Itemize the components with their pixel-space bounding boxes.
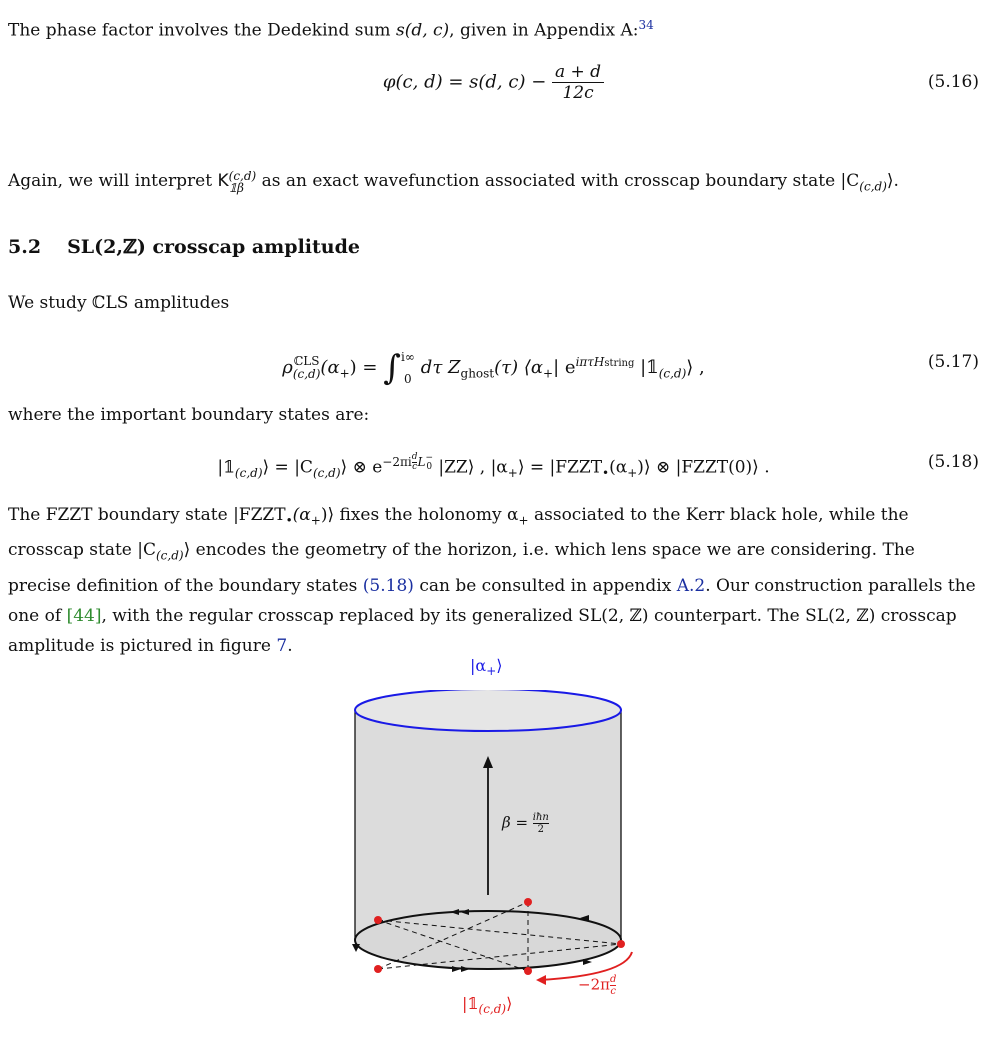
paragraph-interpretation: Again, we will interpret K (c,d) 𝟙β as an exact wavefunction associated with crosscap boundary state $|C_{(c,d)}⟩$. <box>8 168 899 195</box>
top-state-label: $|\alpha_+⟩$ <box>470 656 503 679</box>
equation-number: (5.18) <box>927 452 979 472</box>
equation-5-17: ρ ℂLS (c,d) $(\alpha_+)$ = ∫ i∞ 0 dτ $Z_{ghost}(\tau)$ $⟨\alpha_+|$ $e^{i\pi\tau Hstring}$ $|𝟙_{(c,d)}⟩$ , (5.17) <box>0 334 987 390</box>
paragraph-boundary-states: where the important boundary states are: <box>8 405 370 425</box>
equation-number: (5.17) <box>927 352 979 372</box>
equation-5-16: φ(c, d) = s(d, c) − $\frac{a + d}{12c}$ (5.16) <box>382 62 979 103</box>
equation-5-18: $|𝟙_{(c,d)}⟩$ = $|C_{(c,d)}⟩$ ⊗ $e^{-2\pi i \frac{d}{c} L - 0}$ |ZZ⟩ , $|\alpha_+⟩$ = $|FZZT_•(\alpha_+)⟩$ ⊗ |FZZT(0)⟩ . (5.18) <box>0 442 987 482</box>
section-heading: 5.2 SL(2,ℤ) crosscap amplitude <box>8 236 360 258</box>
footnote-link[interactable]: 34 <box>638 18 654 32</box>
top-boundary-ellipse <box>355 690 621 731</box>
equation-number: (5.16) <box>927 72 979 92</box>
appendix-reference-link[interactable]: A.2 <box>676 575 706 596</box>
equation-reference-link[interactable]: (5.18) <box>362 575 414 596</box>
paragraph-fzzt: The FZZT boundary state $|FZZT_•(\alpha_+)⟩$ fixes the holonomy $\alpha_+$ associated to the Kerr black hole, while the crosscap state $|C_{(c,d)}⟩$ encodes the geometry of the horizon, i.e. which lens space we are considering. The precise definition of the boundary states (5.18) can be consulted in appendix A.2. Our construction parallels the one of [44], with the regular crosscap replaced by its generalized SL(2, ℤ) counterpart. The SL(2, ℤ) crosscap amplitude is pictured in figure 7. <box>8 505 976 656</box>
bottom-state-label: $|𝟙_{(c,d)}⟩$ <box>462 994 513 1017</box>
paragraph-study: We study ℂLS amplitudes <box>8 293 230 313</box>
paragraph-dedekind: The phase factor involves the Dedekind sum s(d, c), given in Appendix A:$^{34}$ <box>8 18 654 41</box>
beta-label: β = iħn 2 <box>502 812 549 835</box>
shift-label: −2π $\frac{d}{c}$ <box>578 974 617 997</box>
figure-reference-link[interactable]: 7 <box>276 635 288 656</box>
citation-link[interactable]: [44] <box>66 605 102 626</box>
fraction: $\frac{a + d}{12c}$ <box>552 62 604 103</box>
integral-sign: ∫ <box>383 348 401 388</box>
